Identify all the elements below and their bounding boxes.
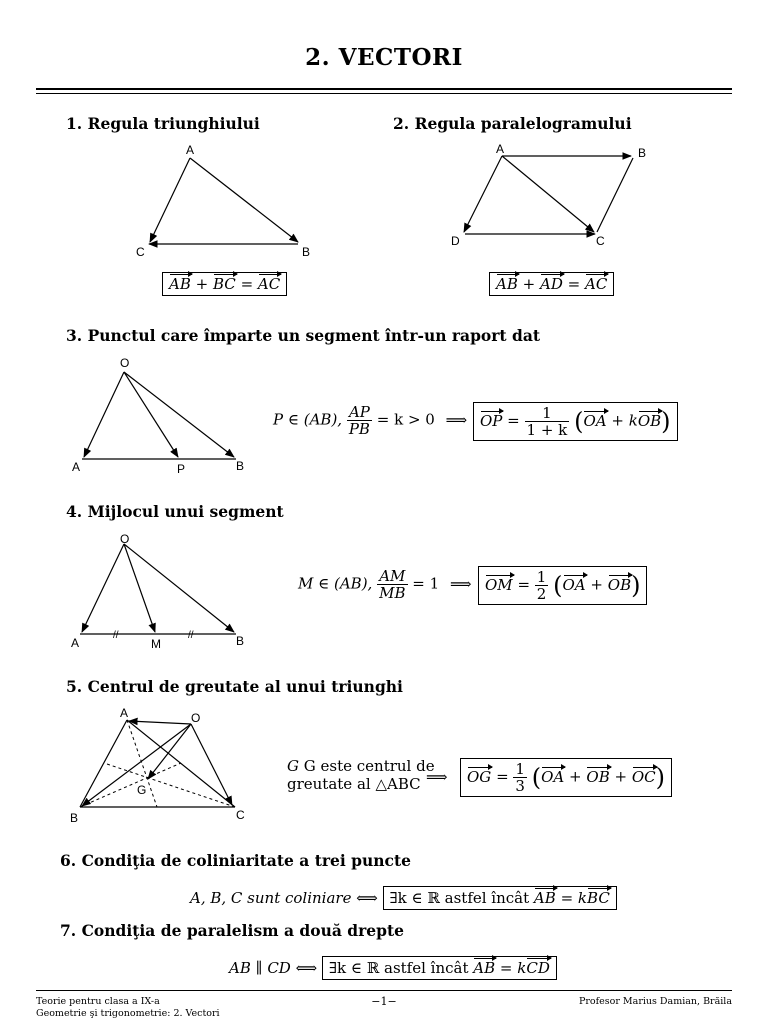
ratio-condition: P ∈ (AB), $\frac{AP}{PB}$ = k > 0 ⟹ bbox=[273, 403, 468, 438]
svg-text:C: C bbox=[596, 234, 605, 248]
svg-text:D: D bbox=[451, 234, 460, 248]
midpoint-condition: M ∈ (AB), $\frac{AM}{MB}$ = 1 ⟹ bbox=[298, 567, 472, 602]
svg-text:M: M bbox=[151, 637, 161, 651]
label-a: A bbox=[186, 143, 195, 157]
svg-text:B: B bbox=[638, 146, 647, 160]
svg-text:A: A bbox=[71, 636, 80, 650]
svg-text:G: G bbox=[137, 783, 147, 797]
svg-text:B: B bbox=[70, 811, 79, 825]
label-b: B bbox=[302, 245, 311, 259]
centroid-formula: OG = $\frac{1}{3}$ (OA + OB + OC) bbox=[460, 758, 672, 797]
svg-text:A: A bbox=[496, 142, 505, 156]
label-c: C bbox=[136, 245, 145, 259]
ratio-point-diagram bbox=[60, 352, 260, 477]
footer-left-1: Teorie pentru clasa a IX-a bbox=[36, 996, 160, 1007]
vector-ab bbox=[190, 158, 298, 242]
midpoint-diagram bbox=[60, 528, 260, 653]
page-title: 2. VECTORI bbox=[305, 44, 463, 71]
section-6-heading: 6. Condiţia de coliniaritate a trei puncte bbox=[60, 851, 412, 870]
section-7-heading: 7. Condiţia de paralelism a două drepte bbox=[60, 921, 405, 940]
ratio-formula: OP = $\frac{1}{1 + k}$ (OA + kOB) bbox=[473, 402, 678, 441]
svg-text://: // bbox=[113, 630, 119, 641]
parallelogram-rule-formula: AB + AD = AC bbox=[489, 272, 614, 296]
centroid-diagram bbox=[60, 702, 260, 827]
svg-text:C: C bbox=[236, 808, 245, 822]
section-5-heading: 5. Centrul de greutate al unui triunghi bbox=[66, 677, 403, 696]
svg-text:A: A bbox=[120, 706, 129, 720]
midpoint-formula: OM = $\frac{1}{2}$ (OA + OB) bbox=[478, 566, 647, 605]
vector-ac bbox=[150, 158, 190, 242]
section-1-heading: 1. Regula triunghiului bbox=[66, 114, 260, 133]
svg-text://: // bbox=[188, 630, 194, 641]
svg-text:P: P bbox=[177, 462, 186, 476]
title-rule-thin bbox=[36, 93, 732, 94]
parallelism-condition: AB ∥ CD ⟺ ∃k ∈ ℝ astfel încât AB = kCD bbox=[229, 956, 557, 980]
title-rule-thick bbox=[36, 88, 732, 90]
section-3-heading: 3. Punctul care împarte un segment într-un raport dat bbox=[66, 326, 541, 345]
svg-text:O: O bbox=[191, 711, 201, 725]
section-4-heading: 4. Mijlocul unui segment bbox=[66, 502, 284, 521]
triangle-rule-diagram bbox=[120, 138, 320, 263]
centroid-condition: G G este centrul de greutate al △ABC bbox=[287, 757, 435, 793]
centroid-implies: ⟹ bbox=[426, 768, 448, 786]
page-number: −1− bbox=[371, 995, 397, 1008]
svg-text:O: O bbox=[120, 356, 130, 370]
svg-text:B: B bbox=[236, 634, 245, 648]
collinearity-condition: A, B, C sunt coliniare ⟺ ∃k ∈ ℝ astfel încât AB = kBC bbox=[190, 886, 617, 910]
svg-text:B: B bbox=[236, 459, 245, 473]
footer-right: Profesor Marius Damian, Brăila bbox=[578, 996, 732, 1007]
svg-text:O: O bbox=[120, 532, 130, 546]
svg-text:A: A bbox=[72, 460, 81, 474]
parallelogram-rule-diagram bbox=[445, 140, 655, 255]
footer-rule bbox=[36, 990, 732, 991]
section-2-heading: 2. Regula paralelogramului bbox=[393, 114, 632, 133]
triangle-rule-formula: AB + BC = AC bbox=[162, 272, 287, 296]
footer-left-2: Geometrie şi trigonometrie: 2. Vectori bbox=[36, 1008, 220, 1019]
